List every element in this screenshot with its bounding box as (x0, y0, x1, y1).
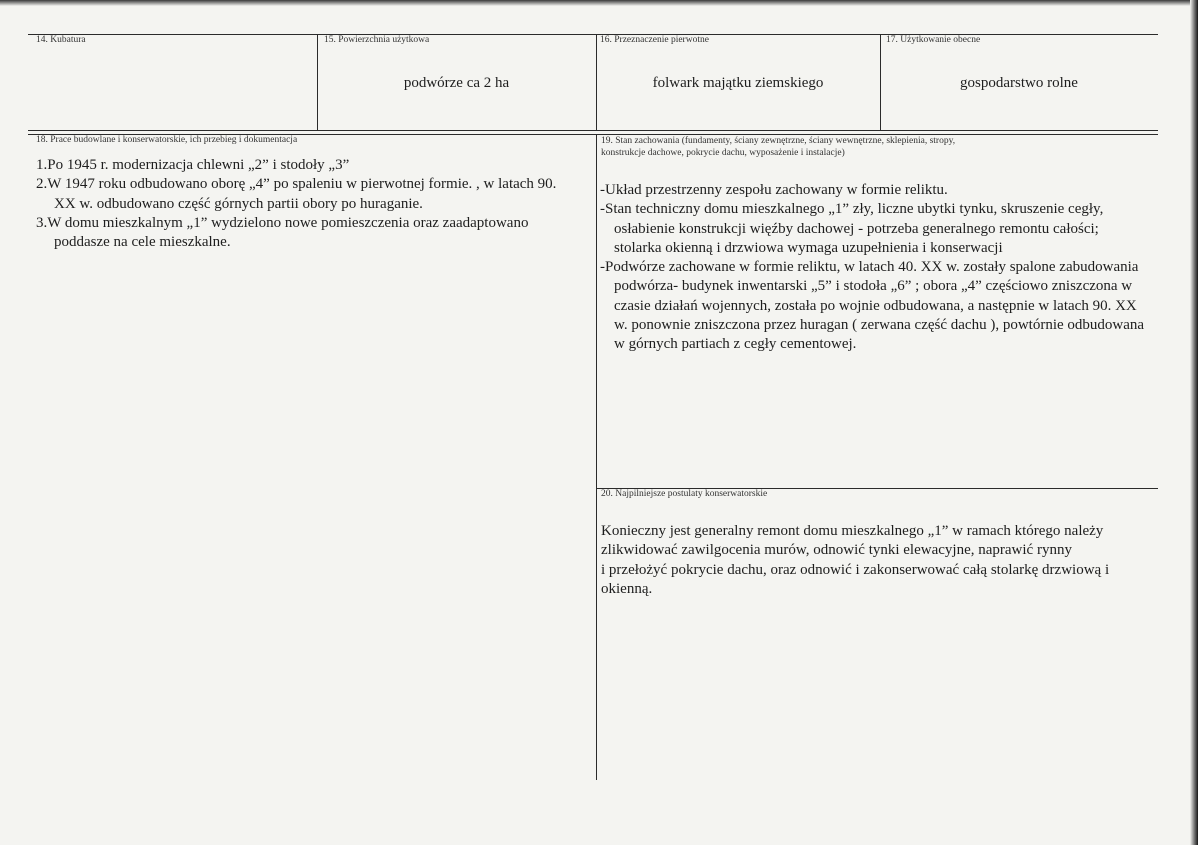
section-19-item: -Układ przestrzenny zespołu zachowany w formie reliktu. (600, 182, 948, 198)
field-17-label: 17. Użytkowanie obecne (886, 35, 981, 45)
field-14-label: 14. Kubatura (36, 35, 86, 45)
field-17-value: gospodarstwo rolne (960, 75, 1078, 91)
section-19-item: -Stan techniczny domu mieszkalnego „1” zły, liczne ubytki tynku, skruszenie cegły, osłabienie konstrukcji więźby dachowej - potrzeba generalnego remontu całości; stolarka okienną i drzwiowa wymaga uzupełnienia i konserwacji (600, 201, 1104, 256)
section-18-item: 2.W 1947 roku odbudowano oborę „4” po spaleniu w pierwotnej formie. , w latach 90. XX w. odbudowano część górnych partii obory po huraganie. (36, 176, 557, 212)
section-20-label: 20. Najpilniejsze postulaty konserwatorskie (601, 489, 768, 499)
section-20-paragraph: Konieczny jest generalny remont domu mieszkalnego „1” w ramach którego należy zlikwidować zawilgocenia murów, odnowić tynki elewacyjne, naprawić rynny (601, 523, 1104, 559)
top-row-upper-border (28, 34, 1158, 35)
main-column-divider (596, 134, 597, 780)
section-18-item: 3.W domu mieszkalnym „1” wydzielono nowe pomieszczenia oraz zaadaptowano poddasze na cele mieszkalne. (36, 214, 529, 251)
field-16-value: folwark majątku ziemskiego (652, 75, 824, 91)
section-19-label-line2: konstrukcje dachowe, pokrycie dachu, wyposażenie i instalacje) (601, 148, 845, 158)
field-16-label: 16. Przeznaczenie pierwotne (600, 35, 709, 45)
section-19-item: -Podwórze zachowane w formie reliktu, w latach 40. XX w. zostały spalone zabudowania podwórza- budynek inwentarski „5” i stodoła „6” ; obora „4” częściowo zniszczona w czasie działań wojennych, została po wojnie odbudowana, a następnie w latach 90. XX w. ponownie zniszczona przez huragan ( zerwana część dachu ), powtórnie odbudowana w górnych partiach z cegły cementowej. (600, 259, 1145, 353)
section-20-text (601, 522, 1141, 599)
section-20-paragraph: i przełożyć pokrycie dachu, oraz odnowić i zakonserwować całą stolarkę drzwiową i okienną. (601, 561, 1110, 597)
section-19-list (600, 181, 1145, 355)
section-19-label-line1: 19. Stan zachowania (fundamenty, ściany zewnętrzne, ściany wewnętrzne, sklepienia, stropy, (601, 136, 956, 146)
section-19-top-border (596, 134, 1158, 135)
scan-edge-right (1190, 0, 1198, 845)
section-18-label: 18. Prace budowlane i konserwatorskie, ich przebieg i dokumentacja (36, 135, 298, 145)
section-18-list (36, 156, 576, 252)
field-15-label: 15. Powierzchnia użytkowa (324, 35, 430, 45)
field-15-value: podwórze ca 2 ha (403, 75, 510, 91)
scan-edge-top (0, 0, 1198, 6)
section-18-item: 1.Po 1945 r. modernizacja chlewni „2” i stodoły „3” (36, 157, 350, 173)
top-row-lower-border (28, 130, 1158, 131)
